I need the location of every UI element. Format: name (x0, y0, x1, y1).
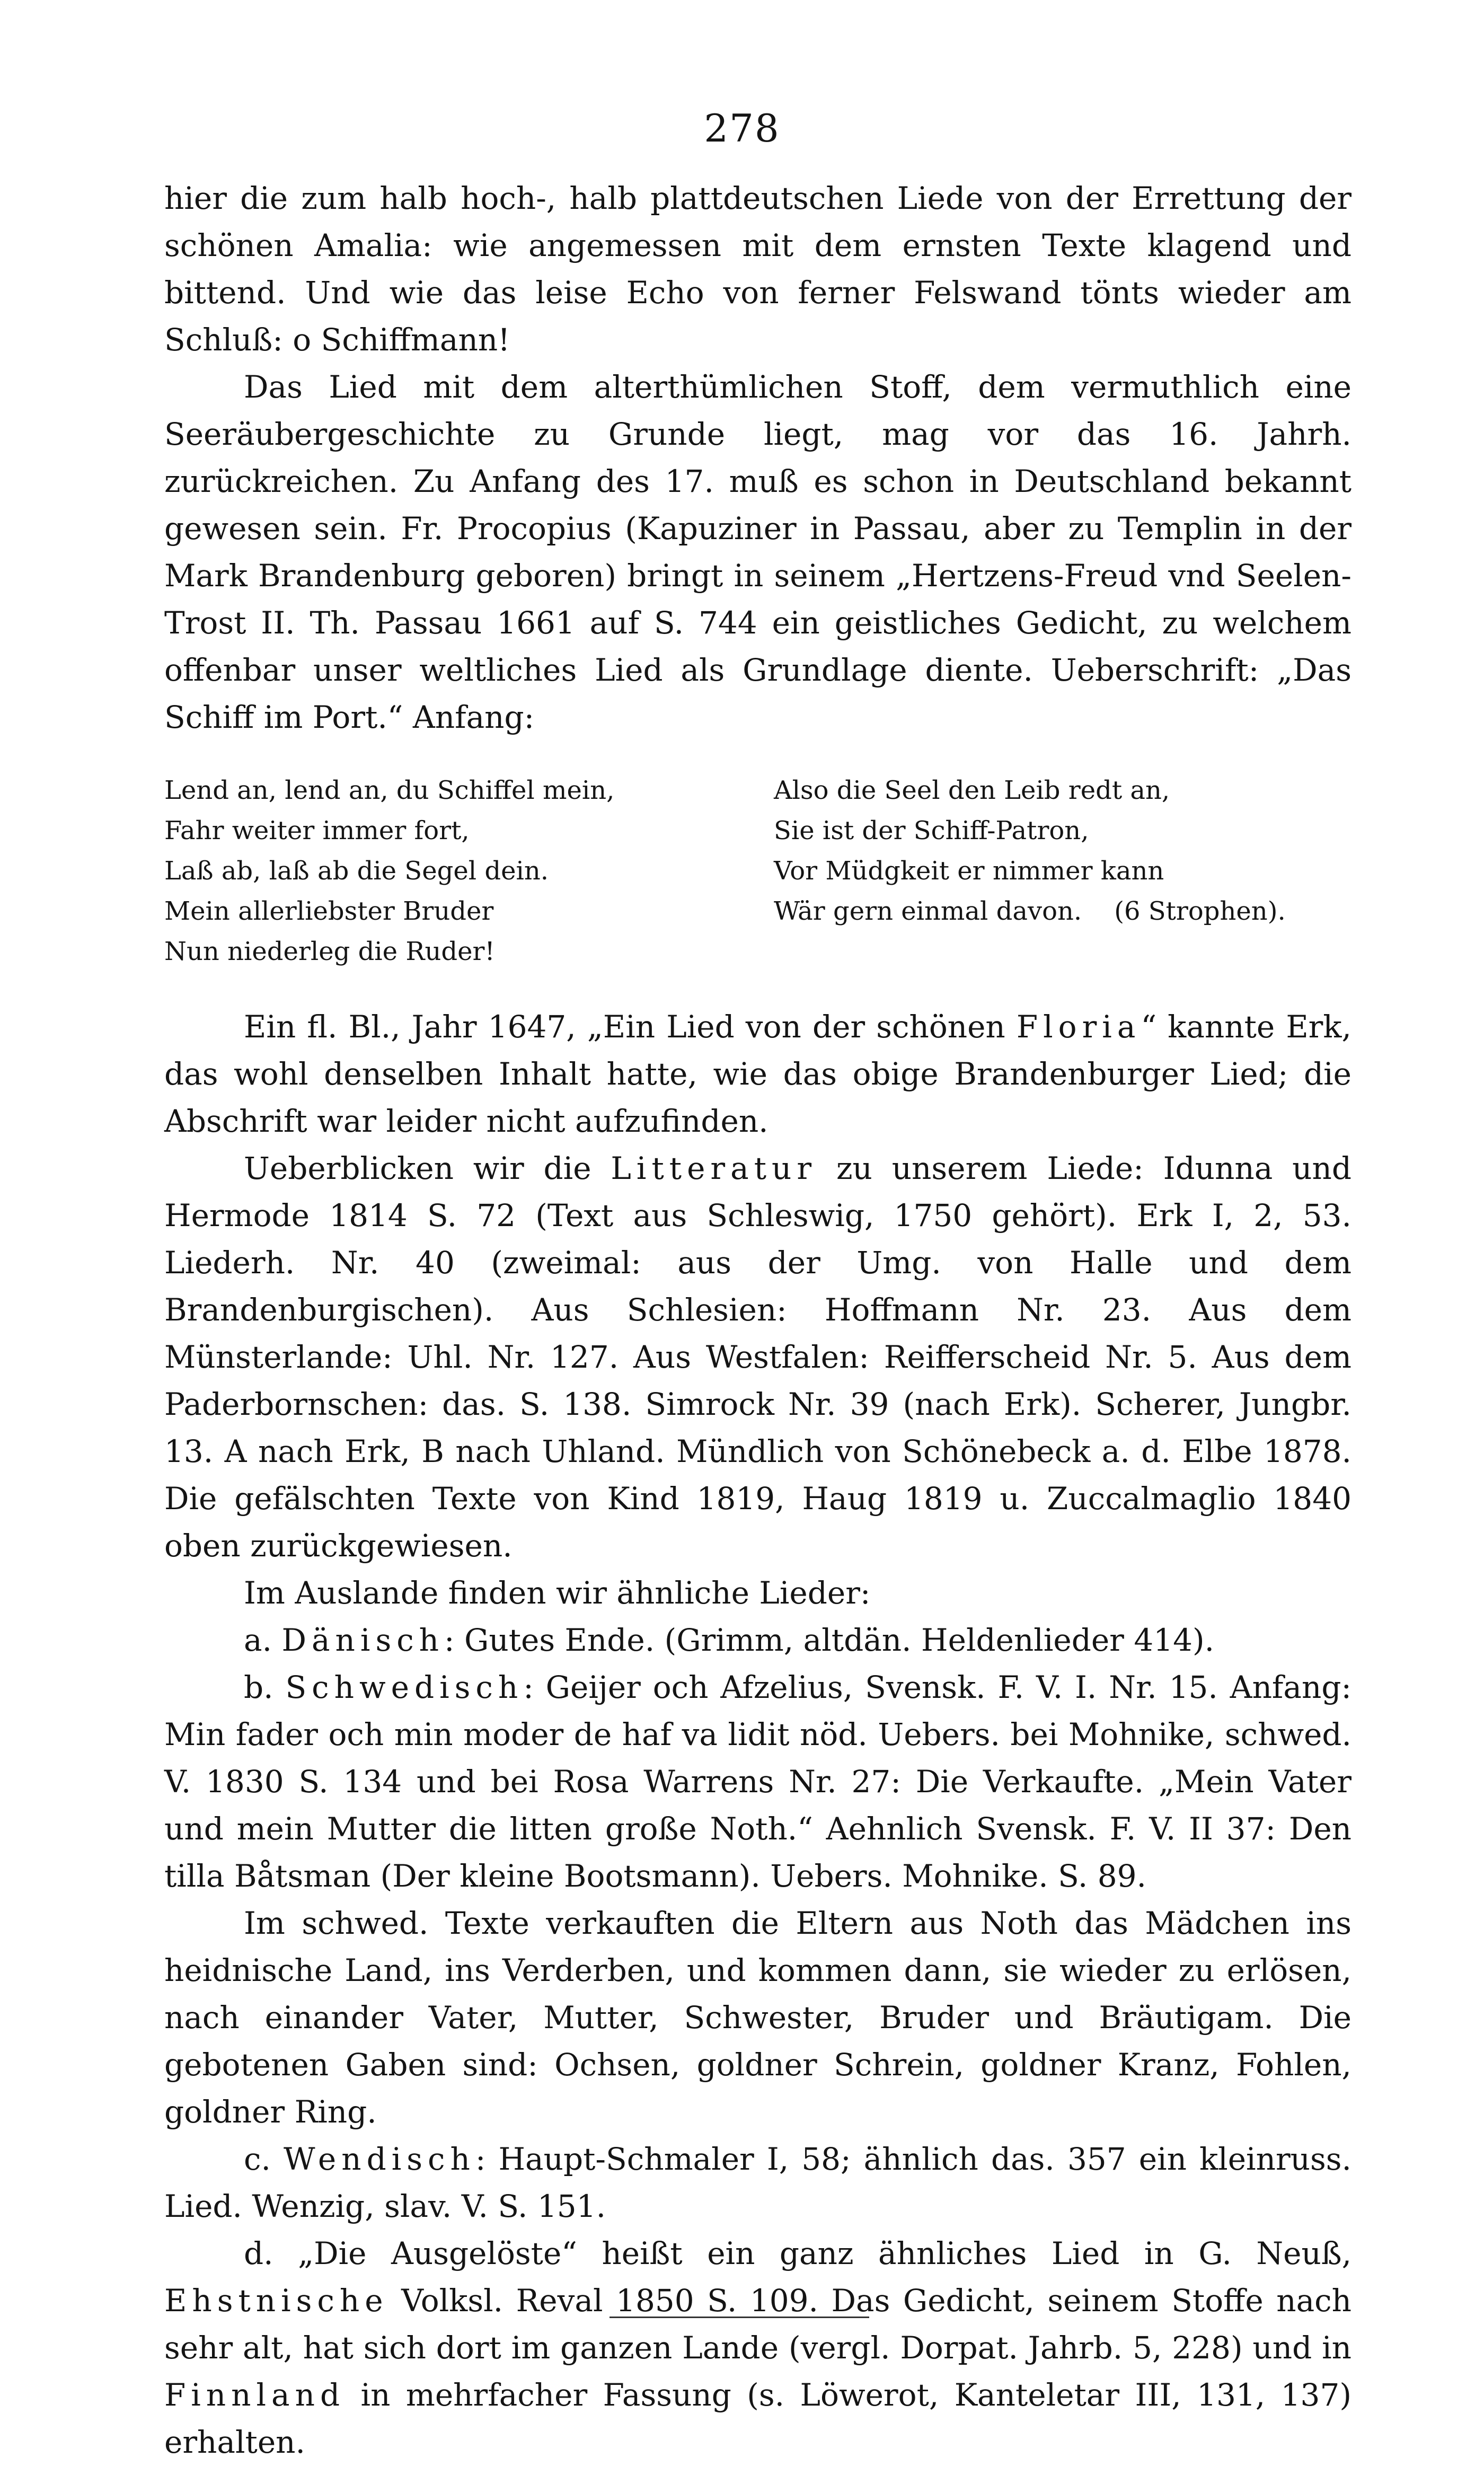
page-body (164, 175, 1352, 2466)
text-run: “ kannte Erk, das wohl denselben Inhalt hatte, wie das obige Brandenburger Lied; die Abschrift war leider nicht aufzufinden. (164, 1009, 1352, 1139)
spaced-term: Floria (1016, 1009, 1141, 1045)
paragraph-errettung: hier die zum halb hoch-, halb plattdeutschen Liede von der Errettung der schönen Amalia: wie angemessen mit dem ernsten Texte klagend und bittend. Und wie das leise Echo von ferner Felswand tönts wieder am Schluß: o Schiffmann! (164, 180, 1352, 358)
text-run: „Die Ausgelöste“ heißt ein ganz ähnliches Lied in G. Neuß, (298, 2235, 1352, 2271)
poem-line: Mein allerliebster Bruder (164, 896, 494, 926)
poem-line-text: Wär gern einmal davon. (774, 896, 1082, 926)
text-run: : Haupt-Schmaler I, 58; ähnlich das. 357 ein kleinruss. Lied. Wenzig, slav. V. S. 151. (164, 2141, 1352, 2224)
spaced-term: Ehstnische (164, 2283, 388, 2319)
paragraph-ausland: Im Auslande finden wir ähnliche Lieder: (244, 1575, 871, 1611)
poem-line: Sie ist der Schiff-Patron, (774, 816, 1089, 846)
paragraph-floria (164, 1003, 1352, 1145)
item-label: d. (244, 2235, 273, 2271)
paragraph-litteratur (164, 1145, 1352, 1570)
spaced-term: Litteratur (611, 1150, 817, 1186)
page-number: 278 (704, 106, 780, 151)
poem-line: Nun niederleg die Ruder! (164, 937, 495, 966)
text-run: Ueberblicken wir die (244, 1150, 611, 1186)
item-label: b. (244, 1669, 273, 1705)
poem-excerpt (164, 770, 1352, 972)
item-b-schwedisch (164, 1664, 1352, 1900)
spaced-term: Wendisch (284, 2141, 475, 2177)
text-run: Ein fl. Bl., Jahr 1647, „Ein Lied von der schönen (244, 1009, 1017, 1045)
spaced-term: Schwedisch (285, 1669, 524, 1705)
spaced-term: Finnland (164, 2377, 346, 2413)
poem-line: Also die Seel den Leib redt an, (774, 776, 1170, 805)
poem-line: Vor Müdgkeit er nimmer kann (774, 856, 1164, 886)
item-d-ehstnisch (164, 2230, 1352, 2466)
text-run: : Gutes Ende. (Grimm, altdän. Heldenlieder 414). (444, 1622, 1215, 1658)
strophe-count: (6 Strophen). (1114, 896, 1286, 926)
text-run: in mehrfacher Fassung (s. Löwerot, Kanteletar III, 131, 137) erhalten. (164, 2377, 1352, 2460)
poem-line: Lend an, lend an, du Schiffel mein, (164, 776, 615, 805)
item-label: c. (244, 2141, 271, 2177)
text-run: Volksl. Reval 1850 S. 109. Das Gedicht, seinem Stoffe nach sehr alt, hat sich dort im ganzen Lande (vergl. Dorpat. Jahrb. 5, 228) und in (164, 2283, 1352, 2366)
item-c-wendisch (164, 2136, 1352, 2230)
text-run: zu unserem Liede: Idunna und Hermode 1814 S. 72 (Text aus Schleswig, 1750 gehört). Erk I, 2, 53. Liederh. Nr. 40 (zweimal: aus der Umg. von Halle und dem Brandenburgischen). Aus Schlesien: Hoffmann Nr. 23. Aus dem Münsterlande: Uhl. Nr. 127. Aus Westfalen: Reifferscheid Nr. 5. Aus dem Paderbornschen: das. S. 138. Simrock Nr. 39 (nach Erk). Scherer, Jungbr. 13. A nach Erk, B nach Uhland. Mündlich von Schönebeck a. d. Elbe 1878. Die gefälschten Texte von Kind 1819, Haug 1819 u. Zuccalmaglio 1840 oben zurückgewiesen. (164, 1150, 1352, 1564)
poem-column-right (763, 770, 1352, 972)
text-run: : Geijer och Afzelius, Svensk. F. V. I. Nr. 15. Anfang: Min fader och min moder de haf va lidit nöd. Uebers. bei Mohnike, schwed. V. 1830 S. 134 und bei Rosa Warrens Nr. 27: Die Verkaufte. „Mein Vater und mein Mutter die litten große Noth.“ Aehnlich Svensk. F. V. II 37: Den tilla Båtsman (Der kleine Bootsmann). Uebers. Mohnike. S. 89. (164, 1669, 1352, 1894)
paragraph-schwed-texte: Im schwed. Texte verkauften die Eltern aus Noth das Mädchen ins heidnische Land, ins Verderben, und kommen dann, sie wieder zu erlösen, nach einander Vater, Mutter, Schwester, Bruder und Bräutigam. Die gebotenen Gaben sind: Ochsen, goldner Schrein, goldner Kranz, Fohlen, goldner Ring. (164, 1905, 1352, 2130)
poem-line (774, 891, 1352, 931)
poem-column-left (164, 770, 742, 972)
poem-line: Laß ab, laß ab die Segel dein. (164, 856, 549, 886)
item-a-daenisch (164, 1617, 1352, 1664)
end-rule (610, 2317, 869, 2318)
poem-line: Fahr weiter immer fort, (164, 816, 470, 846)
spaced-term: Dänisch (281, 1622, 445, 1658)
item-label: a. (244, 1622, 272, 1658)
paragraph-lied-stoff: Das Lied mit dem alterthümlichen Stoff, dem vermuthlich eine Seeräubergeschichte zu Grunde liegt, mag vor das 16. Jahrh. zurückreichen. Zu Anfang des 17. muß es schon in Deutschland bekannt gewesen sein. Fr. Procopius (Kapuziner in Passau, aber zu Templin in der Mark Brandenburg geboren) bringt in seinem „Hertzens-Freud vnd Seelen-Trost II. Th. Passau 1661 auf S. 744 ein geistliches Gedicht, zu welchem offenbar unser weltliches Lied als Grundlage diente. Ueberschrift: „Das Schiff im Port.“ Anfang: (164, 369, 1352, 735)
